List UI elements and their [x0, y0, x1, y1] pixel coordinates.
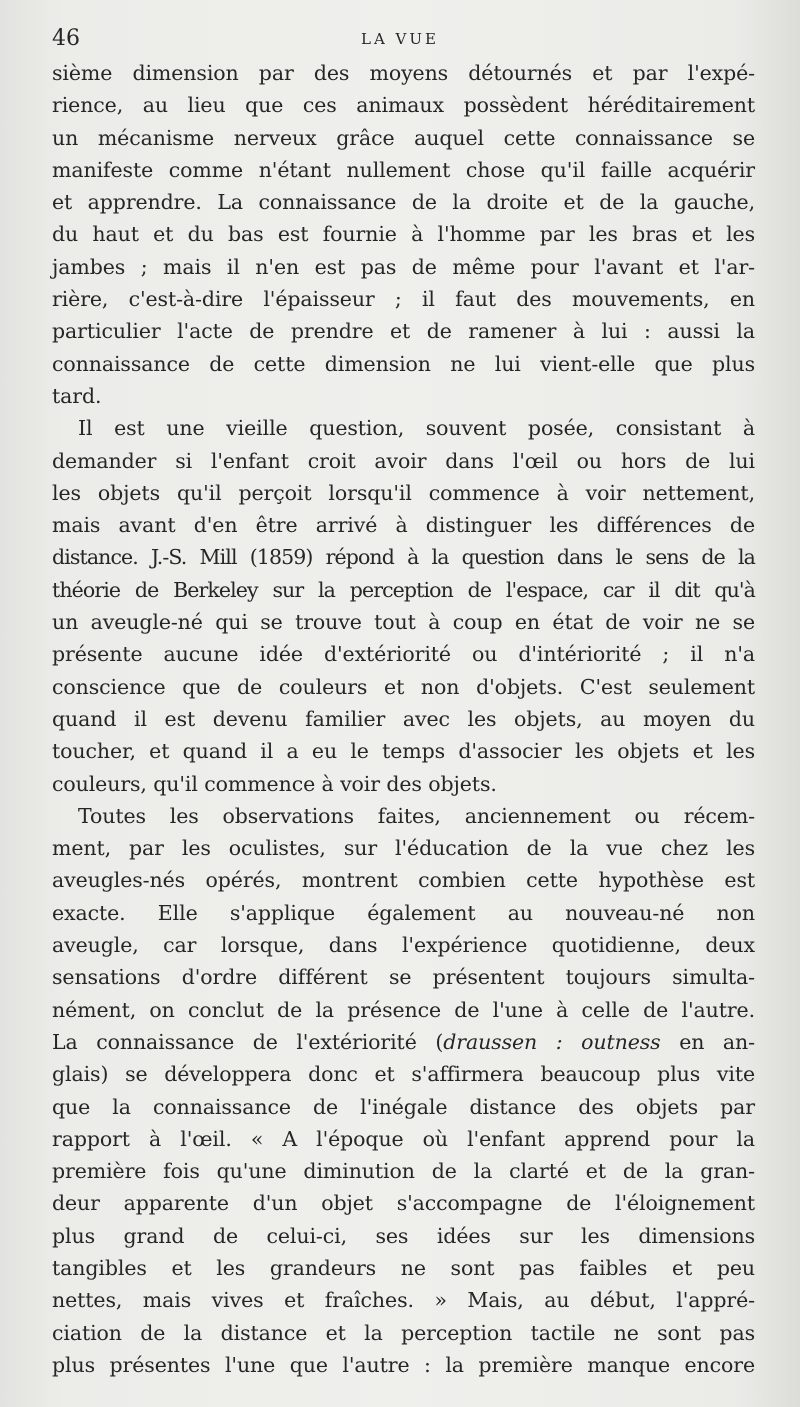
text-line: plus grand de celui-ci, ses idées sur les dimensions — [52, 1223, 755, 1248]
text-line: théorie de Berkeley sur la perception de l'espace, car il dit qu'à — [52, 577, 755, 602]
text-line: toucher, et quand il a eu le temps d'associer les objets et les — [52, 739, 755, 764]
text-line: rience, au lieu que ces animaux possèdent héréditairement — [52, 93, 755, 118]
text-line: un aveugle-né qui se trouve tout à coup en état de voir ne se — [52, 610, 755, 635]
text-line: mais avant d'en être arrivé à distinguer les différences de — [52, 513, 755, 538]
text-line: tard. — [52, 383, 102, 408]
text-fragment: La connaissance de l'extériorité ( — [52, 1029, 444, 1054]
text-line: sième dimension par des moyens détournés et par l'expé- — [52, 61, 755, 85]
text-line: aveugle, car lorsque, dans l'expérience quotidienne, deux — [52, 933, 755, 958]
text-line: du haut et du bas est fournie à l'homme par les bras et les — [52, 222, 755, 247]
text-line: exacte. Elle s'applique également au nouveau-né non — [52, 900, 755, 925]
text-line: rière, c'est-à-dire l'épaisseur ; il faut des mouvements, en — [52, 287, 755, 312]
body-text — [52, 57, 755, 1381]
text-line-with-italic — [52, 1026, 755, 1058]
italic-term: draussen : outness — [443, 1029, 661, 1054]
text-line: plus présentes l'une que l'autre : la première manque encore — [52, 1352, 755, 1377]
text-line: nément, on conclut de la présence de l'une à celle de l'autre. — [52, 997, 755, 1022]
text-line: demander si l'enfant croit avoir dans l'œil ou hors de lui — [52, 448, 755, 473]
text-line: un mécanisme nerveux grâce auquel cette connaissance se — [52, 125, 755, 150]
text-line: et apprendre. La connaissance de la droite et de la gauche, — [52, 190, 755, 215]
running-title: LA VUE — [361, 30, 439, 48]
text-line: nettes, mais vives et fraîches. » Mais, au début, l'appré- — [52, 1288, 755, 1313]
page-number: 46 — [52, 26, 80, 51]
text-line: conscience que de couleurs et non d'objets. C'est seulement — [52, 674, 755, 699]
paragraph-start-line: Toutes les observations faites, anciennement ou récem- — [78, 803, 755, 828]
text-line: deur apparente d'un objet s'accompagne de l'éloignement — [52, 1191, 755, 1216]
text-fragment: en an- — [660, 1029, 755, 1054]
running-head — [0, 26, 800, 50]
text-line: quand il est devenu familier avec les objets, au moyen du — [52, 706, 755, 731]
text-line: glais) se développera donc et s'affirmera beaucoup plus vite — [52, 1062, 755, 1087]
text-line: présente aucune idée d'extériorité ou d'intériorité ; il n'a — [52, 642, 755, 667]
text-line: que la connaissance de l'inégale distance des objets par — [52, 1094, 755, 1119]
text-line: ciation de la distance et la perception tactile ne sont pas — [52, 1320, 755, 1345]
text-line: rapport à l'œil. « A l'époque où l'enfant apprend pour la — [52, 1126, 755, 1151]
paragraph-start-line: Il est une vieille question, souvent posée, consistant à — [78, 416, 755, 441]
text-line: première fois qu'une diminution de la clarté et de la gran- — [52, 1159, 755, 1184]
text-line: jambes ; mais il n'en est pas de même pour l'avant et l'ar- — [52, 254, 755, 279]
text-line: ment, par les oculistes, sur l'éducation de la vue chez les — [52, 836, 755, 861]
text-line: aveugles-nés opérés, montrent combien cette hypothèse est — [52, 868, 755, 893]
text-line: les objets qu'il perçoit lorsqu'il commence à voir nettement, — [52, 480, 755, 505]
text-line: distance. J.-S. Mill (1859) répond à la question dans le sens de la — [52, 545, 755, 570]
text-line: manifeste comme n'étant nullement chose qu'il faille acquérir — [52, 157, 755, 182]
text-line: couleurs, qu'il commence à voir des objets. — [52, 771, 497, 796]
text-line: particulier l'acte de prendre et de ramener à lui : aussi la — [52, 319, 755, 344]
text-line: sensations d'ordre différent se présentent toujours simulta- — [52, 965, 755, 990]
text-line: connaissance de cette dimension ne lui vient-elle que plus — [52, 351, 755, 376]
text-line: tangibles et les grandeurs ne sont pas faibles et peu — [52, 1255, 755, 1280]
